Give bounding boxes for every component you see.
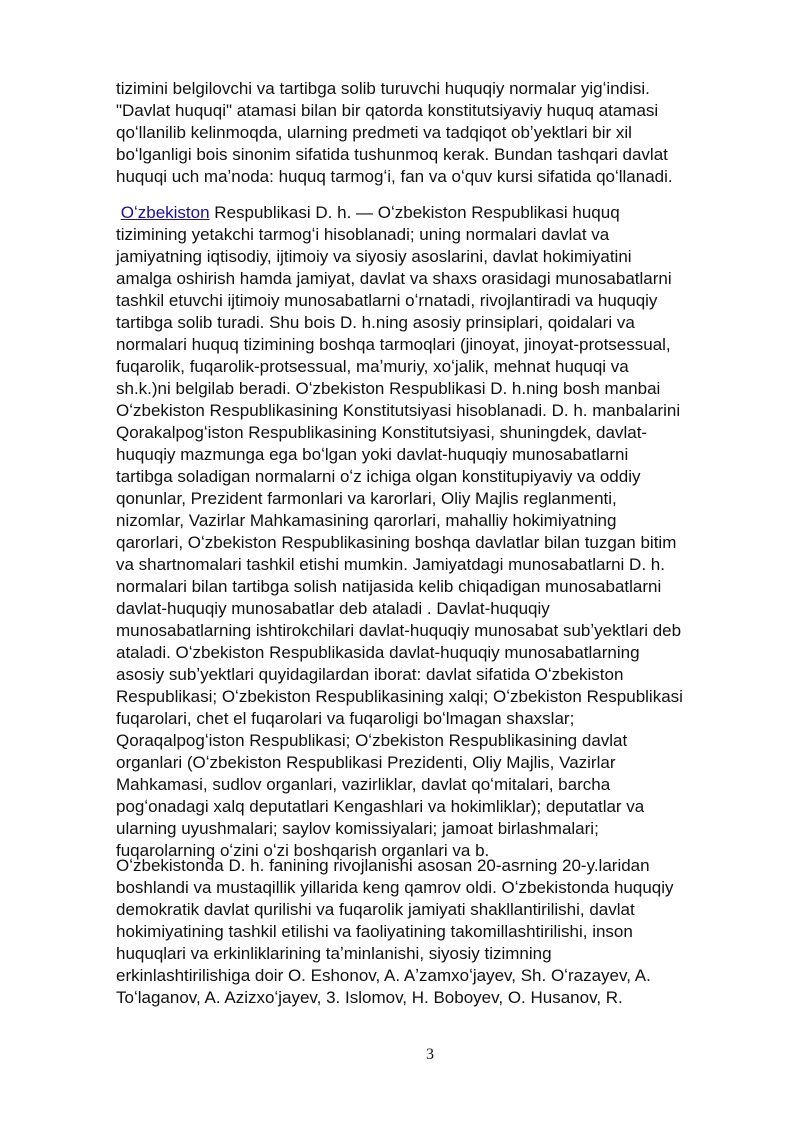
text-line: fuqarolik, fuqarolik-protsessual, maʼmuriy, xoʻjalik, mehnat huquqi va bbox=[116, 357, 629, 376]
text-line: ularning uyushmalari; saylov komissiyalari; jamoat birlashmalari; bbox=[116, 819, 599, 838]
text-line: munosabatlarning ishtirokchilari davlat-huquqiy munosabat subʼyektlari deb bbox=[116, 621, 682, 640]
text-line: normalari bilan tartibga solish natijasida kelib chiqadigan munosabatlarni bbox=[116, 577, 662, 596]
text-line: normalari huquq tizimining boshqa tarmoqlari (jinoyat, jinoyat-protsessual, bbox=[116, 335, 671, 354]
text-line: tartibga soladigan normalarni oʻz ichiga olgan konstitupiyaviy va oddiy bbox=[116, 467, 641, 486]
text-line: huquqi uch maʼnoda: huquq tarmogʻi, fan va oʻquv kursi sifatida qoʻllanadi. bbox=[116, 167, 673, 186]
text-line: ataladi. Oʻzbekiston Respublikasida davlat-huquqiy munosabatlarning bbox=[116, 643, 640, 662]
text-line: qoʻllanilib kelinmoqda, ularning predmeti va tadqiqot obʼyektlari bir xil bbox=[116, 123, 632, 142]
page-number: 3 bbox=[426, 1046, 434, 1063]
text-line: boshlandi va mustaqillik yillarida keng qamrov oldi. Oʻzbekistonda huquqiy bbox=[116, 878, 674, 897]
text-line: Mahkamasi, sudlov organlari, vazirliklar, davlat qoʻmitalari, barcha bbox=[116, 775, 611, 794]
text-line: huquqlari va erkinliklarining taʼminlanishi, siyosiy tizimning bbox=[116, 944, 552, 963]
paragraph-1 bbox=[116, 78, 746, 188]
text-line: organlari (Oʻzbekiston Respublikasi Prezidenti, Oliy Majlis, Vazirlar bbox=[116, 753, 616, 772]
paragraph-2-lines bbox=[116, 224, 746, 862]
text-line: nizomlar, Vazirlar Mahkamasining qarorlari, mahalliy hokimiyatning bbox=[116, 511, 617, 530]
text-line: huquqiy mazmunga ega boʻlgan yoki davlat-huquqiy munosabatlarni bbox=[116, 445, 629, 464]
text-line: tartibga solib turadi. Shu bois D. h.ning asosiy prinsiplari, qoidalari va bbox=[116, 313, 635, 332]
text-line: Qorakalpogʻiston Respublikasining Konstitutsiyasi, shuningdek, davlat- bbox=[116, 423, 648, 442]
text-line: Oʻzbekiston Respublikasining Konstitutsiyasi hisoblanadi. D. h. manbalarini bbox=[116, 401, 681, 420]
text-line: fuqarolarning oʻzini oʻzi boshqarish organlari va b. bbox=[116, 841, 490, 860]
text-line: hokimiyatining tashkil etilishi va faoliyatining takomillashtirilishi, inson bbox=[116, 922, 633, 941]
paragraph-3 bbox=[116, 855, 746, 1009]
uzbekistan-link[interactable]: Oʻzbekiston bbox=[120, 203, 210, 222]
text-line: tizimining yetakchi tarmogʻi hisoblanadi; uning normalari davlat va bbox=[116, 225, 610, 244]
text-line: davlat-huquqiy munosabatlar deb ataladi . Davlat-huquqiy bbox=[116, 599, 550, 618]
text-line: qarorlari, Oʻzbekiston Respublikasining boshqa davlatlar bilan tuzgan bitim bbox=[116, 533, 677, 552]
text-line: fuqarolari, chet el fuqarolari va fuqaroligi boʻlmagan shaxslar; bbox=[116, 709, 575, 728]
text-line: Toʻlaganov, A. Azizxoʻjayev, 3. Islomov, H. Boboyev, O. Husanov, R. bbox=[116, 988, 623, 1007]
text-line: asosiy subʼyektlari quyidagilardan iborat: davlat sifatida Oʻzbekiston bbox=[116, 665, 624, 684]
text-line: amalga oshirish hamda jamiyat, davlat va shaxs orasidagi munosabatlarni bbox=[116, 269, 672, 288]
text-line: Respublikasi; Oʻzbekiston Respublikasining xalqi; Oʻzbekiston Respublikasi bbox=[116, 687, 683, 706]
text-line: boʻlganligi bois sinonim sifatida tushunmoq kerak. Bundan tashqari davlat bbox=[116, 145, 668, 164]
text-line: va shartnomalari tashkil etishi mumkin. Jamiyatdagi munosabatlarni D. h. bbox=[116, 555, 665, 574]
text-line: qonunlar, Prezident farmonlari va karorlari, Oliy Majlis reglanmenti, bbox=[116, 489, 617, 508]
text-line: "Davlat huquqi" atamasi bilan bir qatorda konstitutsiyaviy huquq atamasi bbox=[116, 101, 659, 120]
text-span: Respublikasi D. h. — Oʻzbekiston Respublikasi huquq bbox=[209, 203, 620, 222]
text-line: jamiyatning iqtisodiy, ijtimoiy va siyosiy asoslarini, davlat hokimiyatini bbox=[116, 247, 632, 266]
text-line: Qoraqalpogʻiston Respublikasi; Oʻzbekiston Respublikasining davlat bbox=[116, 731, 628, 750]
text-line: tizimini belgilovchi va tartibga solib turuvchi huquqiy normalar yigʻindisi. bbox=[116, 79, 650, 98]
text-line-with-link bbox=[116, 202, 746, 224]
text-line: Oʻzbekistonda D. h. fanining rivojlanishi asosan 20-asrning 20-y.laridan bbox=[116, 856, 650, 875]
text-line: pogʻonadagi xalq deputatlari Kengashlari va hokimliklar); deputatlar va bbox=[116, 797, 645, 816]
text-line: erkinlashtirilishiga doir O. Eshonov, A. Aʼzamxoʻjayev, Sh. Oʻrazayev, A. bbox=[116, 966, 651, 985]
text-line: sh.k.)ni belgilab beradi. Oʻzbekiston Respublikasi D. h.ning bosh manbai bbox=[116, 379, 661, 398]
paragraph-2 bbox=[116, 202, 746, 862]
text-line: tashkil etuvchi ijtimoiy munosabatlarni oʻrnatadi, rivojlantiradi va huquqiy bbox=[116, 291, 658, 310]
text-line: demokratik davlat qurilishi va fuqarolik jamiyati shakllantirilishi, davlat bbox=[116, 900, 635, 919]
